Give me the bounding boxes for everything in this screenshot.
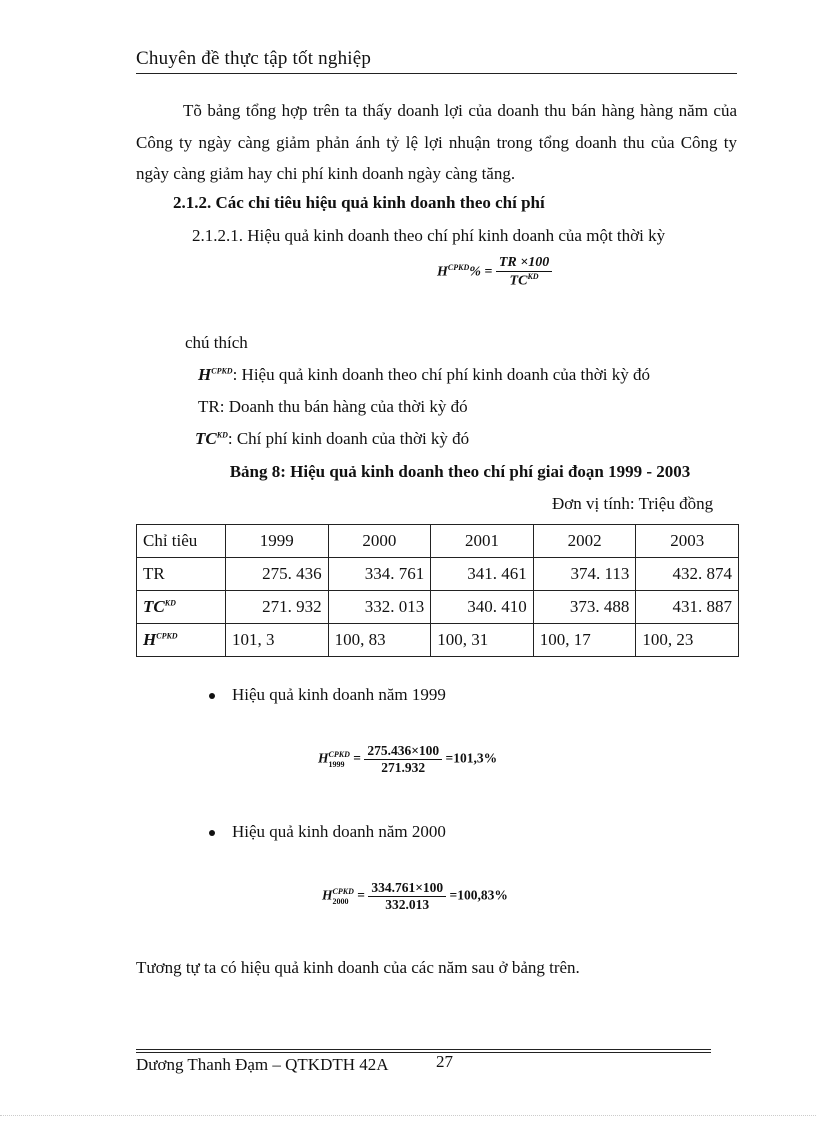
table-cell: 275. 436 — [226, 558, 329, 591]
table-cell: 100, 31 — [431, 624, 534, 657]
calc-symbol: H — [322, 887, 333, 903]
table-cell: 431. 887 — [636, 591, 739, 624]
table-cell: 374. 113 — [533, 558, 636, 591]
bullet-item: Hiệu quả kinh doanh năm 2000 — [209, 822, 446, 842]
table-cell: 332. 013 — [328, 591, 431, 624]
bullet-dot-icon — [209, 830, 215, 836]
table-cell: 100, 17 — [533, 624, 636, 657]
header-divider — [136, 73, 737, 74]
calc-denominator: 332.013 — [385, 897, 430, 912]
footer-author: Dương Thanh Đạm – QTKDTH 42A — [136, 1055, 389, 1074]
table-cell: 100, 83 — [328, 624, 431, 657]
bullet-item: Hiệu quả kinh doanh năm 1999 — [209, 685, 446, 705]
formula-lhs-sup: CPKD — [447, 262, 470, 272]
table-cell: 271. 932 — [226, 591, 329, 624]
note-h: $H^{CPKD}$: Hiệu quả kinh doanh theo chí phí kinh doanh của thời kỳ đó — [198, 365, 650, 384]
table-row-label: $TC^{KD}$ — [137, 591, 226, 624]
table-header-row — [137, 525, 739, 558]
table-header-cell: 2000 — [328, 525, 431, 558]
table-header-cell: Chỉ tiêu — [137, 525, 226, 558]
table-row — [137, 624, 739, 657]
unit-label: Đơn vị tính: Triệu đồng — [552, 494, 714, 513]
page-header-title: Chuyên đề thực tập tốt nghiệp — [136, 48, 372, 69]
calc-denominator: 271.932 — [381, 760, 426, 775]
calc-fraction — [364, 743, 442, 776]
page-number: 27 — [436, 1052, 453, 1071]
note-tr: TR: Doanh thu bán hàng của thời kỳ đó — [198, 397, 468, 416]
calc-fraction — [368, 880, 446, 913]
table-cell: 101, 3 — [226, 624, 329, 657]
calc-result: =101,3% — [445, 750, 498, 766]
table-header-cell: 1999 — [226, 525, 329, 558]
table-cell: 432. 874 — [636, 558, 739, 591]
note-h-symbol: H — [198, 365, 212, 384]
note-tc-text: : Chí phí kinh doanh của thời kỳ đó — [227, 429, 470, 448]
footer-divider — [136, 1049, 711, 1050]
table-header-cell: 2002 — [533, 525, 636, 558]
formula-lhs-suffix: % = — [469, 264, 493, 280]
table-cell: 340. 410 — [431, 591, 534, 624]
calc-result: =100,83% — [449, 887, 508, 903]
table-header-cell: 2003 — [636, 525, 739, 558]
calculation-2000: HCPKD 2000 = $\frac{334.761\times 100}{332.013}$ =100,83% — [322, 880, 508, 912]
table-row — [137, 558, 739, 591]
main-formula — [437, 255, 552, 290]
note-h-text: : Hiệu quả kinh doanh theo chí phí kinh doanh của thời kỳ đó — [232, 365, 650, 384]
calculation-1999: HCPKD 1999 = $\frac{275.436\times 100}{271.932}$ =101,3% — [318, 743, 498, 775]
table-cell: 373. 488 — [533, 591, 636, 624]
formula-numerator: TR ×100 — [496, 255, 552, 272]
efficiency-table — [136, 524, 739, 657]
table-cell: 100, 23 — [636, 624, 739, 657]
conclusion-text: Tương tự ta có hiệu quả kinh doanh của các năm sau ở bảng trên. — [136, 958, 580, 977]
bullet-dot-icon — [209, 693, 215, 699]
calc-symbol: H — [318, 750, 329, 766]
calc-numerator: 334.761×100 — [368, 880, 446, 897]
table-cell: 341. 461 — [431, 558, 534, 591]
page-edge-dotted-line — [0, 1115, 816, 1116]
note-tc-symbol: TC — [195, 429, 217, 448]
footer-divider — [136, 1052, 711, 1053]
formula-lhs: H — [437, 264, 448, 280]
table-row-label: $H^{CPKD}$ — [137, 624, 226, 657]
table-header-cell: 2001 — [431, 525, 534, 558]
formula-denominator: $TC^{KD}$ — [509, 272, 539, 289]
notes-label: chú thích — [185, 333, 248, 352]
subsection-heading: 2.1.2.1. Hiệu quả kinh doanh theo chí phí kinh doanh của một thời kỳ — [192, 226, 666, 245]
note-tc: $TC^{KD}$: Chí phí kinh doanh của thời kỳ đó — [195, 429, 470, 448]
formula-fraction — [496, 255, 552, 290]
table-row — [137, 591, 739, 624]
table-cell: 334. 761 — [328, 558, 431, 591]
intro-paragraph: Tõ bảng tổng hợp trên ta thấy doanh lợi của doanh thu bán hàng hàng năm của Công ty ngày càng giảm phản ánh tỷ lệ lợi nhuận trong tổng doanh thu của Công ty ngày càng giảm hay chi phí kinh doanh ngày càng tăng. — [136, 101, 737, 183]
calc-numerator: 275.436×100 — [364, 743, 442, 760]
section-heading: 2.1.2. Các chỉ tiêu hiệu quả kinh doanh theo chí phí — [173, 193, 545, 212]
table-row-label: TR — [137, 558, 226, 591]
table-title: Bảng 8: Hiệu quả kinh doanh theo chí phí giai đoạn 1999 - 2003 — [229, 462, 691, 481]
